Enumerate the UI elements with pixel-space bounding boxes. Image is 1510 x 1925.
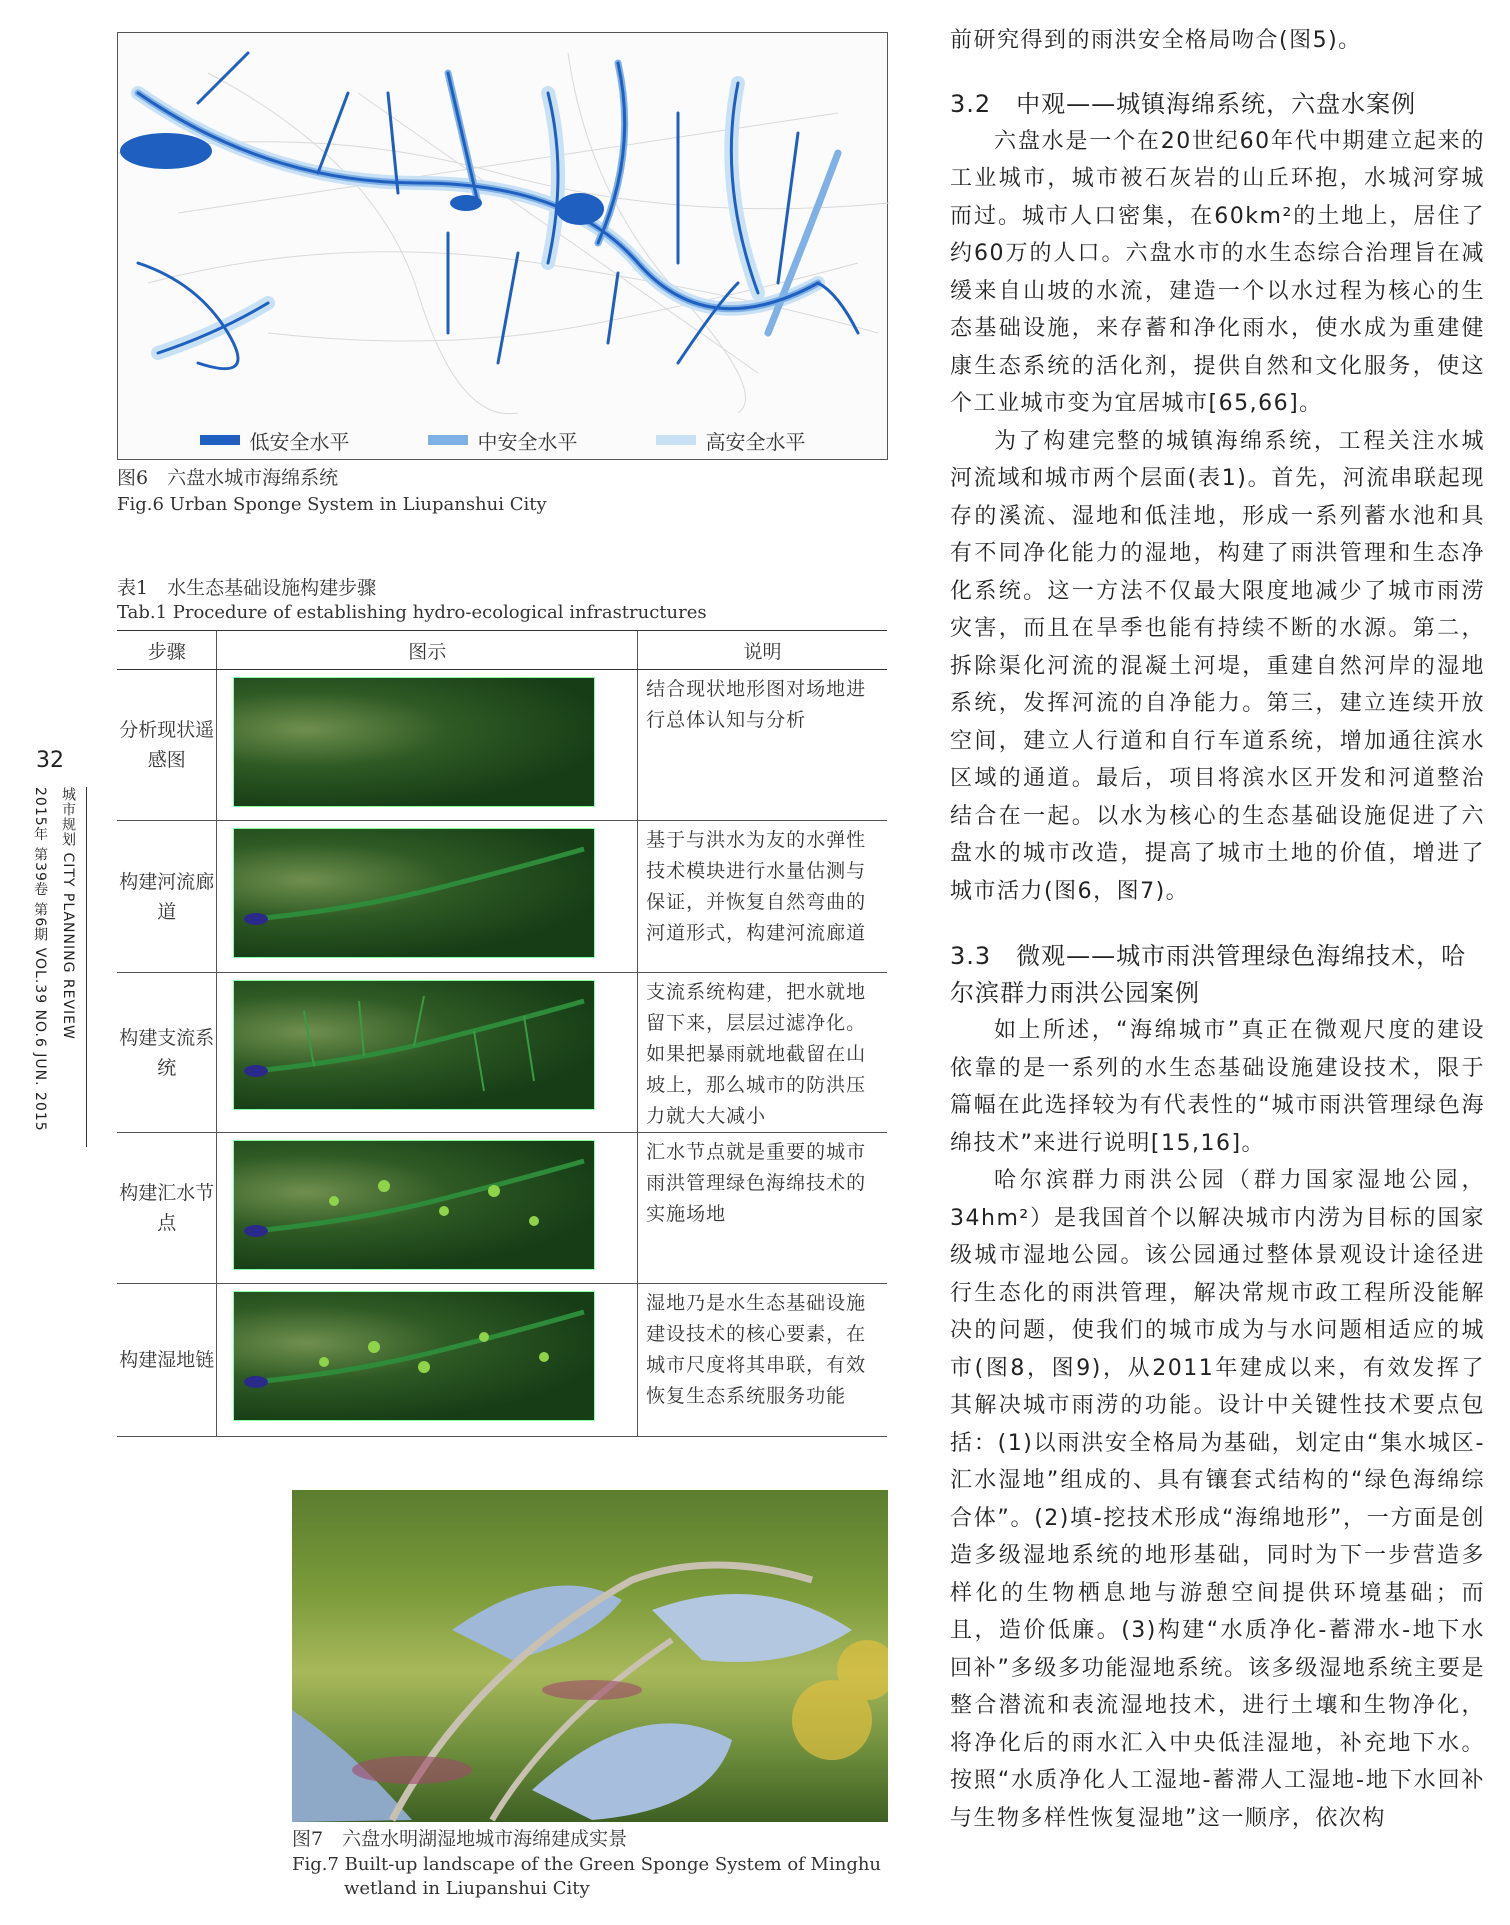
section-heading-3-3: 3.3 微观——城市雨洪管理绿色海绵技术，哈尔滨群力雨洪公园案例 [950, 942, 1467, 1007]
step-description: 结合现状地形图对场地进行总体认知与分析 [638, 670, 887, 821]
paragraph-3: 如上所述，“海绵城市”真正在微观尺度的建设依靠的是一系列的水生态基础设施建设技术，限于篇幅在此选择较为有代表性的“城市雨洪管理绿色海绵技术”来进行说明[15,16]。 [950, 1018, 1485, 1156]
image-cell [217, 1133, 638, 1284]
journal-sidebar [58, 787, 87, 1147]
section-heading-3-2: 3.2 中观——城镇海绵系统，六盘水案例 [950, 89, 1417, 118]
image-cell [217, 1284, 638, 1437]
image-cell [217, 973, 638, 1133]
step-label: 构建支流系统 [117, 973, 217, 1133]
header-step: 步骤 [117, 631, 217, 670]
legend-swatch [428, 435, 468, 445]
legend-label: 中安全水平 [477, 429, 578, 454]
paragraph-4: 哈尔滨群力雨洪公园（群力国家湿地公园，34hm²）是我国首个以解决城市内涝为目标的国家级城市湿地公园。该公园通过整体景观设计途径进行生态化的雨洪管理，解决常规市政工程所没能解决的问题，使我们的城市成为与水问题相适应的城市(图8，图9)，从2011年建成以来，有效发挥了其解决城市雨涝的功能。设计中关键性技术要点包括：(1)以雨洪安全格局为基础，划定由“集水城区-汇水湿地”组成的、具有镶套式结构的“绿色海绵综合体”。(2)填-挖技术形成“海绵地形”，一方面是创造多级湿地系统的地形基础，同时为下一步营造多样化的生物栖息地与游憩空间提供环境基础；而且，造价低廉。(3)构建“水质净化-蓄滞水-地下水回补”多级多功能湿地系统。该多级湿地系统主要是整合潜流和表流湿地技术，进行土壤和生物净化，将净化后的雨水汇入中央低洼湿地，补充地下水。按照“水质净化人工湿地-蓄滞人工湿地-地下水回补与生物多样性恢复湿地”这一顺序，依次构 [950, 1168, 1485, 1831]
step-label: 构建河流廊道 [117, 821, 217, 973]
legend-item-high [656, 426, 806, 455]
legend-item-low [200, 426, 350, 455]
table-row [117, 1133, 887, 1284]
figure-7-caption-en-2: wetland in Liupanshui City [344, 1878, 590, 1899]
table-1-title-cn: 表1 水生态基础设施构建步骤 [117, 577, 377, 599]
sponge-system-map [118, 33, 889, 423]
step-description: 支流系统构建，把水就地留下来，层层过滤净化。如果把暴雨就地截留在山坡上，那么城市的防洪压力就大大减小 [638, 973, 887, 1133]
header-image: 图示 [217, 631, 638, 670]
header-desc: 说明 [638, 631, 887, 670]
figure-7-caption-cn: 图7 六盘水明湖湿地城市海绵建成实景 [292, 1828, 628, 1850]
table-row [117, 821, 887, 973]
issue-info: 2015年 第39卷 第6期 VOL.39 NO.6 JUN. 2015 [32, 787, 48, 1132]
table-1-title-en: Tab.1 Procedure of establishing hydro-ecological infrastructures [117, 602, 707, 623]
legend-label: 高安全水平 [705, 429, 806, 454]
catchment-node-image [233, 1140, 595, 1270]
image-cell [217, 670, 638, 821]
figure-6-caption-cn: 图6 六盘水城市海绵系统 [117, 467, 339, 489]
river-corridor-image [233, 828, 595, 958]
paragraph-2: 为了构建完整的城镇海绵系统，工程关注水城河流域和城市两个层面(表1)。首先，河流串联起现存的溪流、湿地和低洼地，形成一系列蓄水池和具有不同净化能力的湿地，构建了雨洪管理和生态净化系统。这一方法不仅最大限度地减少了城市雨涝灾害，而且在旱季也能有持续不断的水源。第二，拆除渠化河流的混凝土河堤，重建自然河岸的湿地系统，发挥河流的自净能力。第三，建立连续开放空间，建立人行道和自行车道系统，增加通往滨水区域的通道。最后，项目将滨水区开发和河道整治结合在一起。以水为核心的生态基础设施促进了六盘水的城市改造，提高了城市土地的价值，增进了城市活力(图6，图7)。 [950, 428, 1485, 904]
image-cell [217, 821, 638, 973]
table-row [117, 1284, 887, 1437]
journal-name: 城市规划 CITY PLANNING REVIEW [60, 787, 76, 1040]
legend-item-mid [428, 426, 578, 455]
paragraph-0: 前研究得到的雨洪安全格局吻合(图5)。 [950, 28, 1362, 53]
step-description: 湿地乃是水生态基础设施建设技术的核心要素，在城市尺度将其串联，有效恢复生态系统服务功能 [638, 1284, 887, 1437]
paragraph-1: 六盘水是一个在20世纪60年代中期建立起来的工业城市，城市被石灰岩的山丘环抱，水城河穿城而过。城市人口密集，在60km²的土地上，居住了约60万的人口。六盘水市的水生态综合治理旨在减缓来自山坡的水流，建造一个以水过程为核心的生态基础设施，来存蓄和净化雨水，使水成为重建健康生态系统的活化剂，提供自然和文化服务，使这个工业城市变为宜居城市[65,66]。 [950, 128, 1485, 416]
page-number: 32 [36, 748, 64, 773]
figure-7-caption-en: Fig.7 Built-up landscape of the Green Sponge System of Minghu [292, 1854, 882, 1875]
legend-swatch [656, 435, 696, 445]
legend-label: 低安全水平 [249, 429, 350, 454]
step-description: 汇水节点就是重要的城市雨洪管理绿色海绵技术的实施场地 [638, 1133, 887, 1284]
step-label: 分析现状遥感图 [117, 670, 217, 821]
figure-6-map [117, 32, 888, 460]
remote-sensing-image [233, 677, 595, 807]
map-legend [118, 426, 887, 454]
figure-7-photo [292, 1490, 888, 1822]
step-label: 构建汇水节点 [117, 1133, 217, 1284]
wetland-chain-image [233, 1291, 595, 1421]
right-column [950, 22, 1485, 1837]
table-1 [117, 630, 887, 1437]
table-header-row [117, 631, 887, 670]
figure-6-caption-en: Fig.6 Urban Sponge System in Liupanshui City [117, 494, 547, 515]
step-description: 基于与洪水为友的水弹性技术模块进行水量估测与保证，并恢复自然弯曲的河道形式，构建河流廊道 [638, 821, 887, 973]
tributary-system-image [233, 980, 595, 1110]
legend-swatch [200, 435, 240, 445]
wetland-photo [292, 1490, 888, 1822]
issue-info-wrap [30, 787, 50, 1132]
step-label: 构建湿地链 [117, 1284, 217, 1437]
table-row [117, 670, 887, 821]
table-row [117, 973, 887, 1133]
